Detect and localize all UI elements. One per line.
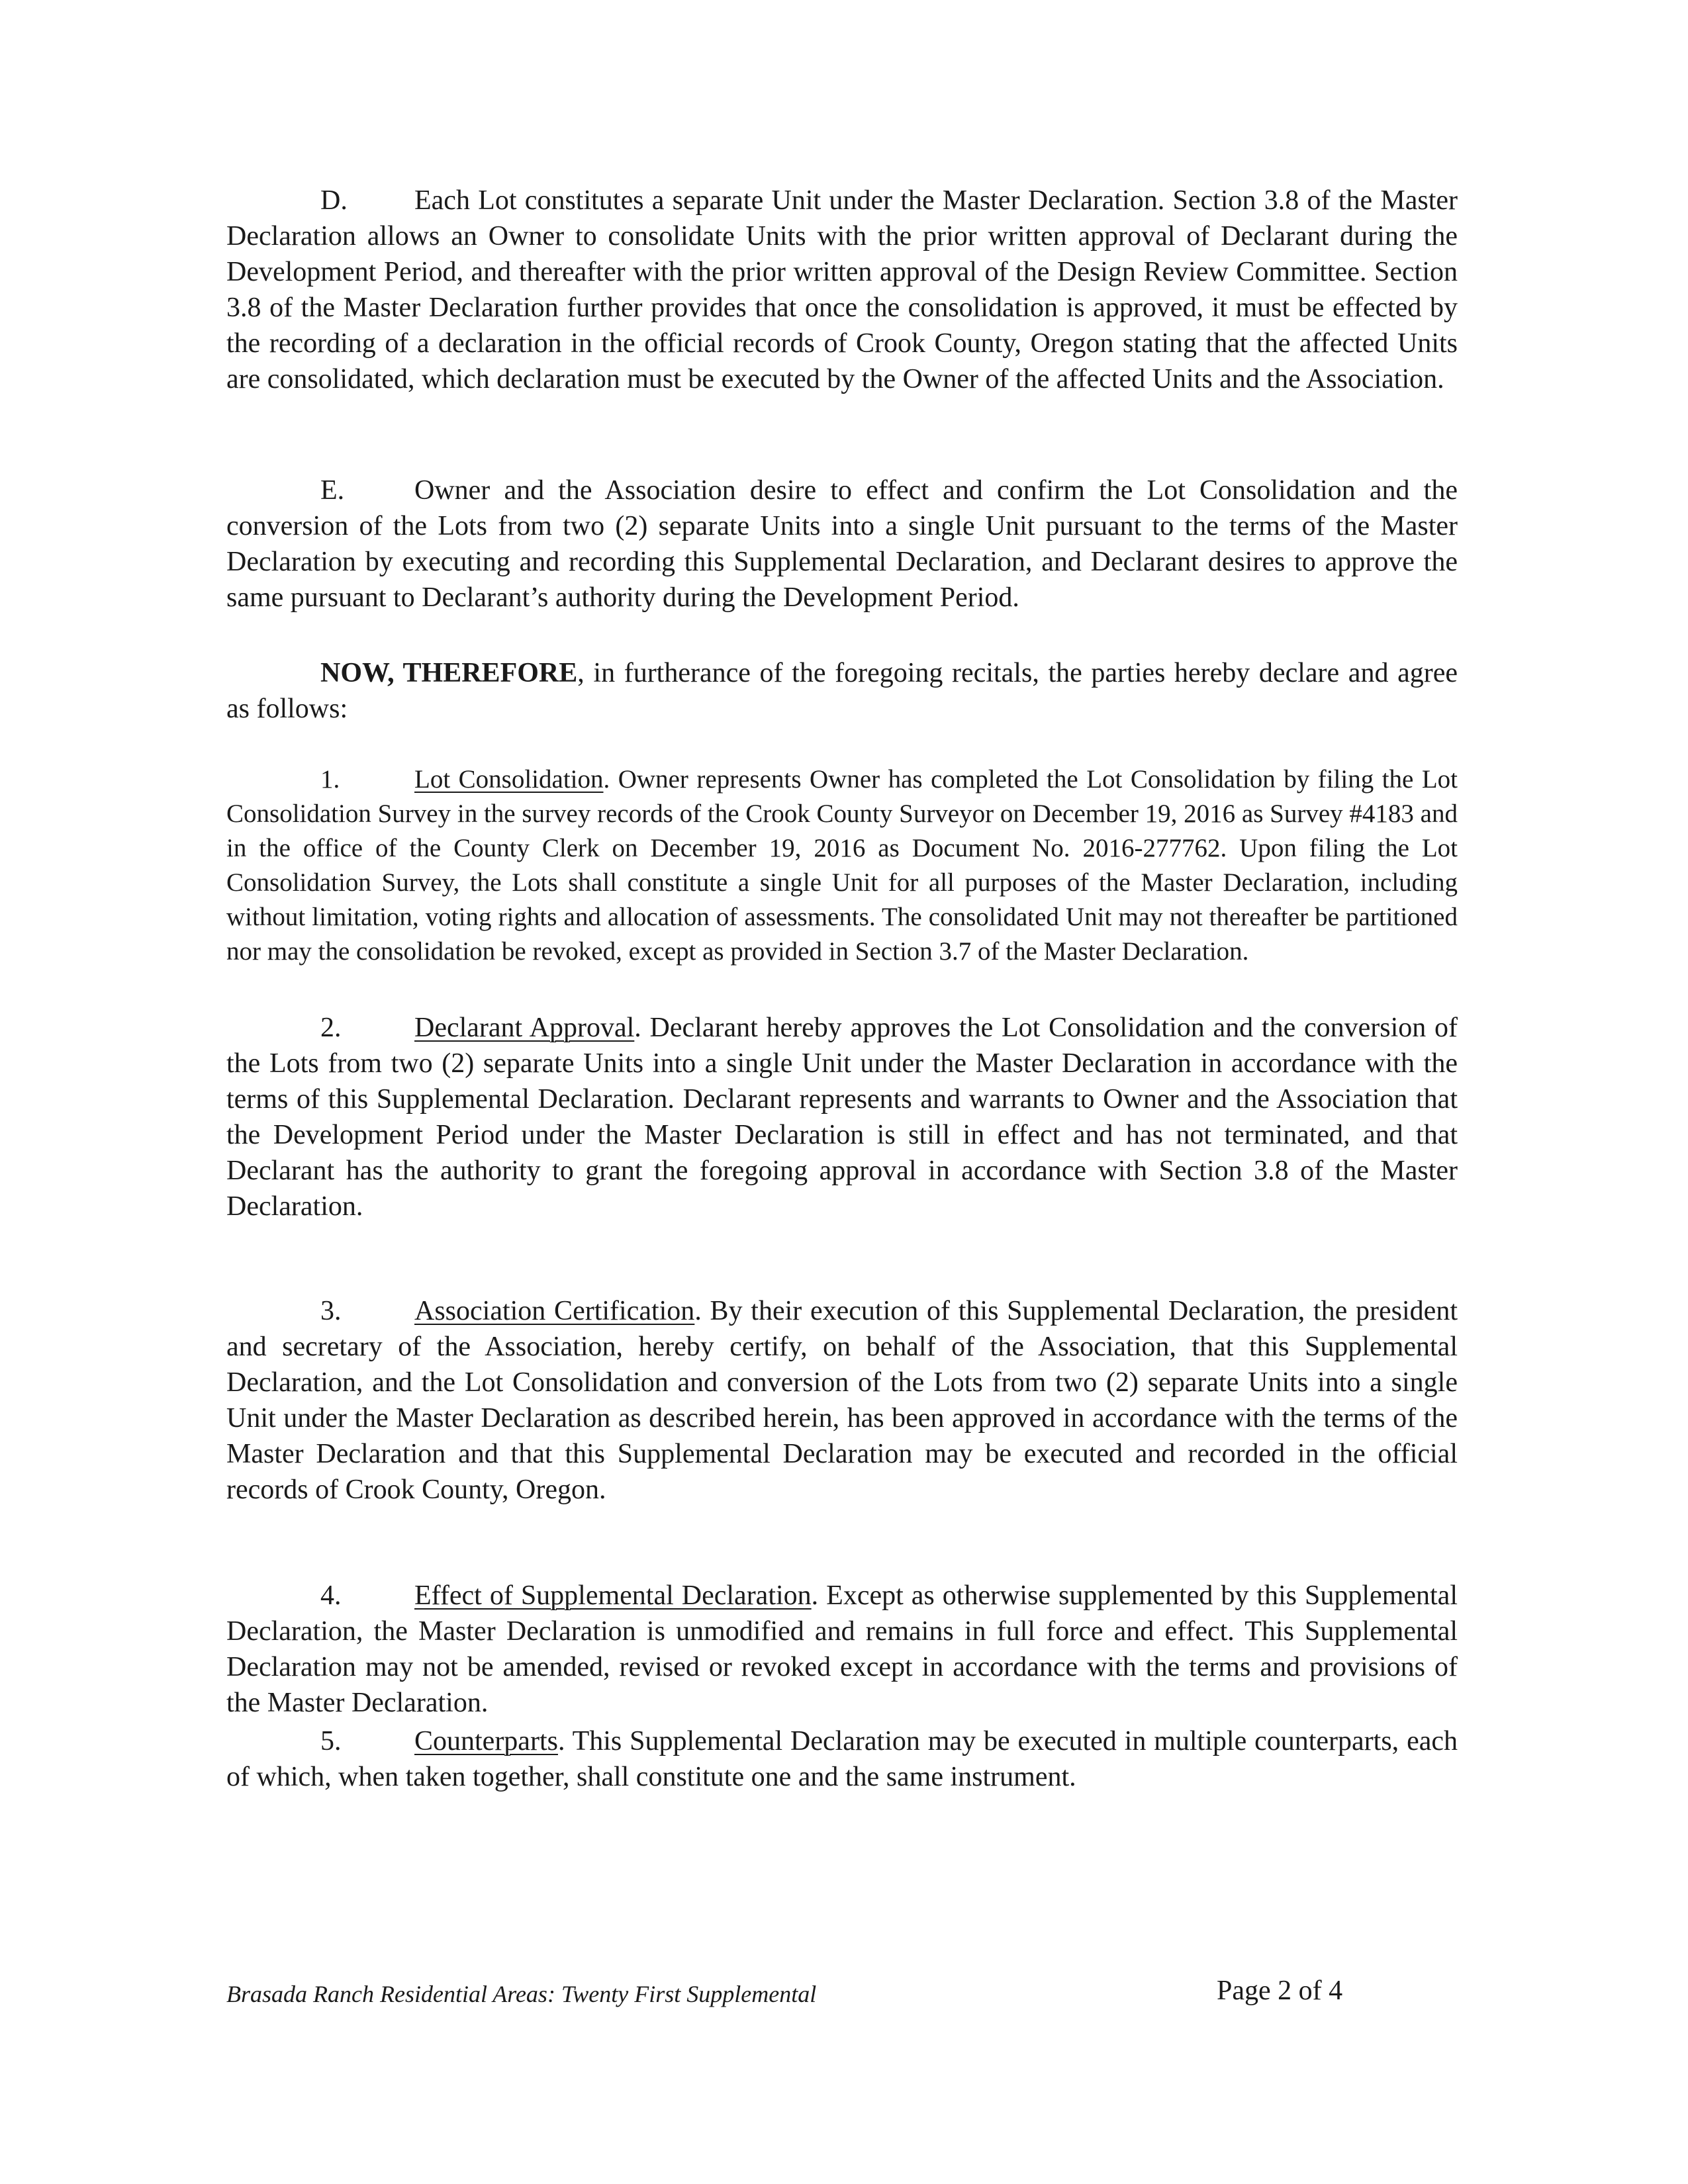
section-1-number: 1. <box>320 765 340 794</box>
section-1 <box>226 762 1458 969</box>
now-therefore-lead: NOW, THEREFORE <box>320 658 578 688</box>
section-2-number: 2. <box>320 1013 342 1043</box>
section-4-heading: Effect of Supplemental Declaration <box>414 1580 812 1611</box>
section-4-number: 4. <box>320 1580 342 1611</box>
recital-e-text: Owner and the Association desire to effect and confirm the Lot Consolidation and the conversion of the Lots from two (2) separate Units into a single Unit pursuant to the terms of the Master Declaration by executing and recording this Supplemental Declaration, and Declarant desires to approve the same pursuant to Declarant’s authority during the Development Period. <box>226 475 1458 613</box>
recital-d <box>226 183 1458 397</box>
section-3-number: 3. <box>320 1296 342 1326</box>
now-therefore-clause <box>226 655 1458 727</box>
footer-page-number: Page 2 of 4 <box>1217 1976 1343 2006</box>
section-5-number: 5. <box>320 1726 342 1756</box>
recital-e-label: E. <box>320 475 345 506</box>
section-5-text: . This Supplemental Declaration may be executed in multiple counterparts, each of which, when taken together, shall constitute one and the same instrument. <box>226 1726 1458 1792</box>
section-5 <box>226 1723 1458 1795</box>
section-3 <box>226 1293 1458 1508</box>
section-4 <box>226 1578 1458 1721</box>
section-2-text: . Declarant hereby approves the Lot Consolidation and the conversion of the Lots from two (2) separate Units into a single Unit under the Master Declaration in accordance with the terms of this Supplemental Declaration. Declarant represents and warrants to Owner and the Association that the Development Period under the Master Declaration is still in effect and has not terminated, and that Declarant has the authority to grant the foregoing approval in accordance with Section 3.8 of the Master Declaration. <box>226 1013 1458 1222</box>
section-1-text: . Owner represents Owner has completed the Lot Consolidation by filing the Lot Consolidation Survey in the survey records of the Crook County Surveyor on December 19, 2016 as Survey #4183 and in the office of the County Clerk on December 19, 2016 as Document No. 2016-277762. Upon filing the Lot Consolidation Survey, the Lots shall constitute a single Unit for all purposes of the Master Declaration, including without limitation, voting rights and allocation of assessments. The consolidated Unit may not thereafter be partitioned nor may the consolidation be revoked, except as provided in Section 3.7 of the Master Declaration. <box>226 765 1458 966</box>
section-2 <box>226 1010 1458 1224</box>
recital-d-label: D. <box>320 185 348 216</box>
section-5-heading: Counterparts <box>414 1726 558 1756</box>
section-1-heading: Lot Consolidation <box>414 765 604 794</box>
recital-d-text: Each Lot constitutes a separate Unit under the Master Declaration. Section 3.8 of the Master Declaration allows an Owner to consolidate Units with the prior written approval of Declarant during the Development Period, and thereafter with the prior written approval of the Design Review Committee. Section 3.8 of the Master Declaration further provides that once the consolidation is approved, it must be effected by the recording of a declaration in the official records of Crook County, Oregon stating that the affected Units are consolidated, which declaration must be executed by the Owner of the affected Units and the Association. <box>226 185 1458 394</box>
recital-e <box>226 473 1458 615</box>
now-therefore-text: , in furtherance of the foregoing recitals, the parties hereby declare and agree as follows: <box>226 658 1458 724</box>
section-4-text: . Except as otherwise supplemented by this Supplemental Declaration, the Master Declaration is unmodified and remains in full force and effect. This Supplemental Declaration may not be amended, revised or revoked except in accordance with the terms and provisions of the Master Declaration. <box>226 1580 1458 1718</box>
footer-document-title: Brasada Ranch Residential Areas: Twenty First Supplemental <box>226 1981 817 2007</box>
section-3-text: . By their execution of this Supplemental Declaration, the president and secretary of the Association, hereby certify, on behalf of the Association, that this Supplemental Declaration, and the Lot Consolidation and conversion of the Lots from two (2) separate Units into a single Unit under the Master Declaration as described herein, has been approved in accordance with the terms of the Master Declaration and that this Supplemental Declaration may be executed and recorded in the official records of Crook County, Oregon. <box>226 1296 1458 1505</box>
section-2-heading: Declarant Approval <box>414 1013 635 1043</box>
section-3-heading: Association Certification <box>414 1296 695 1326</box>
